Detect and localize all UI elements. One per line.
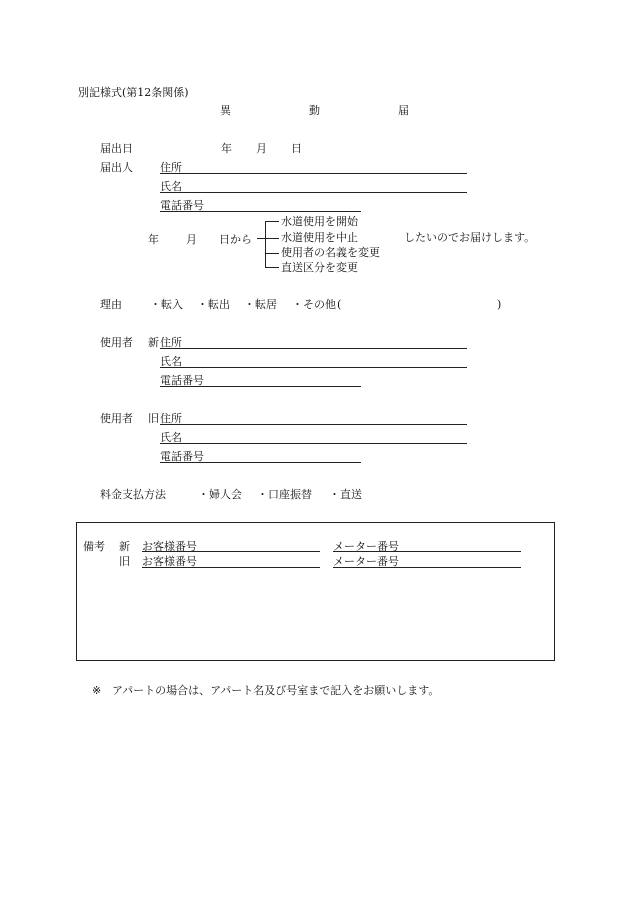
date-month-unit: 月 [256,142,267,155]
new-user-address-field[interactable] [160,348,467,349]
new-meter-number-field[interactable] [333,551,521,552]
notifier-label: 届出人 [100,161,133,174]
old-customer-number-label: お客様番号 [142,555,197,568]
change-year-unit: 年 [148,233,159,246]
new-user-address-label: 住所 [160,336,182,349]
notifier-address-field[interactable] [160,173,467,174]
notifier-phone-label: 電話番号 [160,199,204,212]
new-user-phone-label: 電話番号 [160,374,204,387]
new-customer-number-label: お客様番号 [142,540,197,553]
form-label: 別記様式(第12条関係) [78,86,189,99]
remarks-old-prefix: 旧 [119,555,130,568]
footnote-mark: ※ [92,684,102,697]
notifier-phone-field[interactable] [160,211,361,212]
reason-label: 理由 [100,298,122,311]
old-customer-number-field[interactable] [142,567,320,568]
payment-label: 料金支払方法 [100,488,166,501]
notifier-name-field[interactable] [160,192,467,193]
new-user-name-field[interactable] [160,367,467,368]
old-user-name-field[interactable] [160,443,467,444]
remarks-new-prefix: 新 [119,540,130,553]
payment-option[interactable]: ・直送 [329,488,362,501]
new-user-prefix: 新 [148,336,159,349]
old-user-label: 使用者 [100,412,133,425]
new-user-label: 使用者 [100,336,133,349]
old-meter-number-label: メーター番号 [333,555,399,568]
reason-option[interactable]: ・その他 [292,298,336,311]
reason-option[interactable]: ・転出 [197,298,230,311]
reason-other-close-paren: ) [497,298,502,311]
reason-other-open-paren: ( [337,298,342,311]
date-day-unit: 日 [291,142,302,155]
change-month-unit: 月 [186,233,197,246]
notification-date-label: 届出日 [100,142,133,155]
footnote-text: アパートの場合は、アパート名及び号室まで記入をお願いします。 [112,684,440,697]
reason-option[interactable]: ・転居 [244,298,277,311]
old-user-prefix: 旧 [148,412,159,425]
old-user-phone-label: 電話番号 [160,450,204,463]
payment-option[interactable]: ・婦人会 [198,488,242,501]
remarks-label: 備考 [83,540,105,553]
old-meter-number-field[interactable] [333,567,521,568]
reason-option[interactable]: ・転入 [150,298,183,311]
old-user-address-field[interactable] [160,424,467,425]
old-user-name-label: 氏名 [160,431,182,444]
change-day-from: 日から [219,233,252,246]
notifier-name-label: 氏名 [160,180,182,193]
title-char: 動 [309,104,320,117]
title-char: 届 [398,104,409,117]
change-suffix: したいのでお届けします。 [404,231,536,244]
old-user-address-label: 住所 [160,412,182,425]
change-option[interactable]: 使用者の名義を変更 [281,246,380,259]
old-user-phone-field[interactable] [160,462,361,463]
new-user-phone-field[interactable] [160,386,361,387]
date-year-unit: 年 [221,142,232,155]
new-user-name-label: 氏名 [160,355,182,368]
new-customer-number-field[interactable] [142,551,320,552]
change-option[interactable]: 水道使用を中止 [281,231,358,244]
change-option[interactable]: 水道使用を開始 [281,215,358,228]
notifier-address-label: 住所 [160,161,182,174]
new-meter-number-label: メーター番号 [333,540,399,553]
change-option[interactable]: 直送区分を変更 [281,261,358,274]
payment-option[interactable]: ・口座振替 [257,488,312,501]
title-char: 異 [220,104,231,117]
